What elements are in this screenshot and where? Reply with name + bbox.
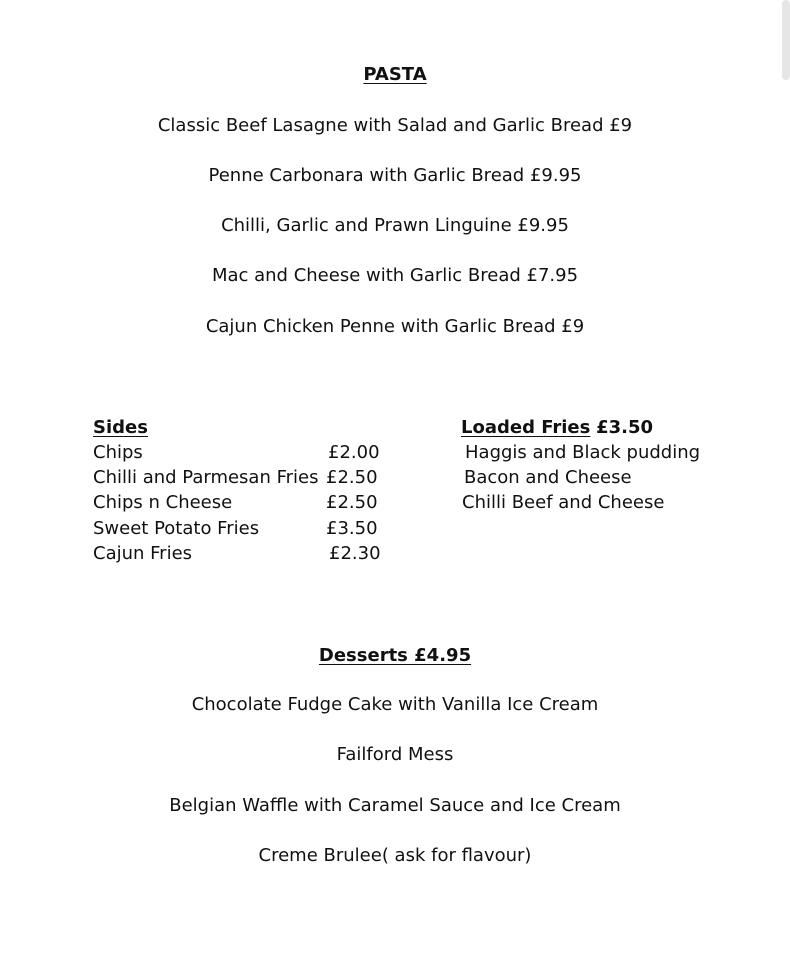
- dessert-item-fudge-cake: Chocolate Fudge Cake with Vanilla Ice Cream: [191, 694, 599, 715]
- desserts-heading: Desserts £4.95: [318, 645, 472, 666]
- dessert-item-creme-brulee: Creme Brulee( ask for flavour): [258, 845, 532, 866]
- sides-heading: Sides: [93, 417, 148, 438]
- side-item-name: Chilli and Parmesan Fries: [93, 467, 319, 488]
- pasta-item-mac-cheese: Mac and Cheese with Garlic Bread £7.95: [211, 265, 579, 286]
- side-item-name: Sweet Potato Fries: [93, 518, 260, 539]
- side-item-name: Chips: [93, 442, 143, 463]
- side-item-name: Chips n Cheese: [93, 492, 233, 513]
- side-item-price: £2.00: [328, 442, 380, 463]
- loaded-fries-item: Chilli Beef and Cheese: [462, 492, 665, 513]
- dessert-item-failford-mess: Failford Mess: [336, 744, 454, 765]
- side-item-price: £2.50: [326, 467, 378, 488]
- side-item-price: £2.50: [326, 492, 378, 513]
- pasta-item-lasagne: Classic Beef Lasagne with Salad and Garlic Bread £9: [157, 115, 633, 136]
- loaded-fries-header: [461, 417, 653, 439]
- pasta-item-carbonara: Penne Carbonara with Garlic Bread £9.95: [208, 165, 582, 186]
- side-item-price: £2.30: [329, 543, 381, 564]
- pasta-item-linguine: Chilli, Garlic and Prawn Linguine £9.95: [221, 215, 569, 236]
- loaded-fries-price: £3.50: [596, 417, 654, 438]
- loaded-fries-item: Bacon and Cheese: [464, 467, 632, 488]
- pasta-item-cajun-penne: Cajun Chicken Penne with Garlic Bread £9: [205, 316, 585, 337]
- loaded-fries-heading: Loaded Fries: [461, 417, 591, 438]
- side-item-name: Cajun Fries: [93, 543, 193, 564]
- dessert-item-waffle: Belgian Waffle with Caramel Sauce and Ice Cream: [169, 795, 621, 816]
- side-item-price: £3.50: [326, 518, 378, 539]
- loaded-fries-item: Haggis and Black pudding: [465, 442, 701, 463]
- pasta-heading: PASTA: [363, 64, 427, 85]
